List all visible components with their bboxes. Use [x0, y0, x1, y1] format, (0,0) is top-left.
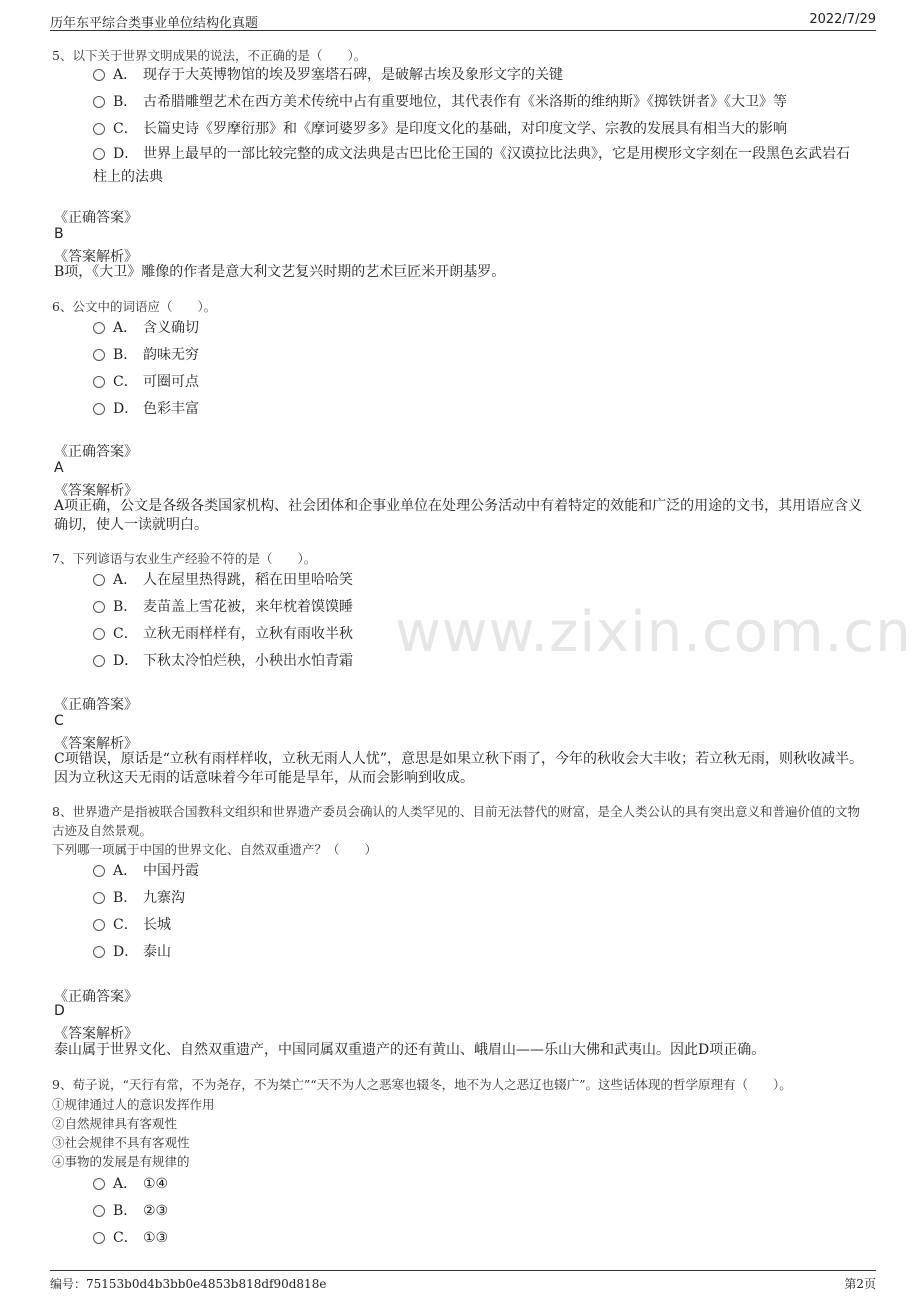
answer-heading: 《正确答案》: [54, 697, 138, 713]
option-a[interactable]: A． 人在屋里热得跳，稻在田里哈哈笑: [93, 567, 863, 594]
option-d[interactable]: D． 色彩丰富: [93, 396, 863, 423]
question-stem: 9、荀子说，“天行有常，不为尧存，不为桀亡”“天不为人之恶寒也辍冬，地不为人之恶辽也辍广”。这些话体现的哲学原理有（ ）。: [52, 1077, 792, 1092]
radio-icon[interactable]: [93, 322, 105, 334]
answer-value: A: [54, 460, 64, 476]
option-c[interactable]: C． 立秋无雨样样有，立秋有雨收半秋: [93, 621, 863, 648]
statement-item: ③社会规律不具有客观性: [52, 1135, 190, 1150]
option-c[interactable]: C． 长城: [93, 912, 863, 939]
explanation-heading: 《答案解析》: [54, 483, 138, 499]
radio-icon[interactable]: [93, 123, 105, 135]
radio-icon[interactable]: [93, 865, 105, 877]
question-prompt: 下列哪一项属于中国的世界文化、自然双重遗产？（ ）: [52, 842, 378, 857]
radio-icon[interactable]: [93, 946, 105, 958]
radio-icon[interactable]: [93, 96, 105, 108]
answer-value: D: [54, 1003, 65, 1019]
explanation-heading: 《答案解析》: [54, 249, 138, 265]
radio-icon[interactable]: [93, 148, 105, 160]
option-b[interactable]: B． 韵味无穷: [93, 342, 863, 369]
radio-icon[interactable]: [93, 1232, 105, 1244]
option-d[interactable]: D． 下秋太冷怕烂秧，小秧出水怕青霜: [93, 648, 863, 675]
radio-icon[interactable]: [93, 1205, 105, 1217]
document-date: 2022/7/29: [809, 12, 876, 27]
answer-value: B: [54, 226, 64, 242]
explanation-text: B项，《大卫》雕像的作者是意大利文艺复兴时期的艺术巨匠米开朗基罗。: [54, 264, 506, 280]
radio-icon[interactable]: [93, 574, 105, 586]
option-d[interactable]: D． 世界上最早的一部比较完整的成文法典是古巴比伦王国的《汉谟拉比法典》，它是用楔形文字刻在一段黑色玄武岩石柱上的法典: [93, 146, 850, 185]
answer-heading: 《正确答案》: [54, 444, 138, 460]
radio-icon[interactable]: [93, 1178, 105, 1190]
statement-item: ②自然规律具有客观性: [52, 1116, 178, 1131]
question-stem: 6、公文中的词语应（ ）。: [52, 299, 217, 314]
radio-icon[interactable]: [93, 69, 105, 81]
option-d[interactable]: D． 泰山: [93, 939, 863, 966]
document-code: 编号：75153b0d4b3bb0e4853b818df90d818e: [50, 1277, 327, 1291]
radio-icon[interactable]: [93, 628, 105, 640]
option-c[interactable]: C． ①③: [93, 1225, 863, 1252]
page-number: 第2页: [844, 1277, 876, 1291]
answer-value: C: [54, 713, 64, 729]
page-footer: [50, 1270, 876, 1295]
option-b[interactable]: B． 九寨沟: [93, 885, 863, 912]
option-b[interactable]: B． ②③: [93, 1198, 863, 1225]
question-stem: 8、世界遗产是指被联合国教科文组织和世界遗产委员会确认的人类罕见的、目前无法替代的财富，是全人类公认的具有突出意义和普遍价值的文物古迹及自然景观。: [52, 804, 860, 838]
explanation-text: 泰山属于世界文化、自然双重遗产，中国同属双重遗产的还有黄山、峨眉山——乐山大佛和武夷山。因此D项正确。: [54, 1042, 766, 1058]
option-a[interactable]: A． 中国丹霞: [93, 858, 863, 885]
option-b[interactable]: B． 古希腊雕塑艺术在西方美术传统中占有重要地位，其代表作有《米洛斯的维纳斯》《掷铁饼者》《大卫》等: [93, 89, 863, 116]
page-header: [50, 8, 876, 31]
option-c[interactable]: C． 可圈可点: [93, 369, 863, 396]
statement-item: ④事物的发展是有规律的: [52, 1154, 190, 1169]
document-title: 历年东平综合类事业单位结构化真题: [50, 16, 259, 31]
answer-heading: 《正确答案》: [54, 989, 138, 1005]
option-a[interactable]: A． 现存于大英博物馆的埃及罗塞塔石碑，是破解古埃及象形文字的关键: [93, 62, 863, 89]
radio-icon[interactable]: [93, 655, 105, 667]
explanation-heading: 《答案解析》: [54, 736, 138, 752]
radio-icon[interactable]: [93, 892, 105, 904]
option-a[interactable]: A． 含义确切: [93, 315, 863, 342]
question-stem: 5、以下关于世界文明成果的说法，不正确的是（ ）。: [52, 48, 367, 63]
question-stem: 7、下列谚语与农业生产经验不符的是（ ）。: [52, 551, 317, 566]
radio-icon[interactable]: [93, 403, 105, 415]
explanation-text: C项错误，原话是“立秋有雨样样收，立秋无雨人人忧”，意思是如果立秋下雨了，今年的秋收会大丰收；若立秋无雨，则秋收减半。因为立秋这天无雨的话意味着今年可能是旱年，从而会影响到收成。: [54, 751, 864, 786]
option-b[interactable]: B． 麦苗盖上雪花被，来年枕着馍馍睡: [93, 594, 863, 621]
explanation-heading: 《答案解析》: [54, 1026, 138, 1042]
option-a[interactable]: A． ①④: [93, 1171, 863, 1198]
radio-icon[interactable]: [93, 349, 105, 361]
answer-heading: 《正确答案》: [54, 210, 138, 226]
radio-icon[interactable]: [93, 919, 105, 931]
radio-icon[interactable]: [93, 376, 105, 388]
option-c[interactable]: C． 长篇史诗《罗摩衍那》和《摩诃婆罗多》是印度文化的基础，对印度文学、宗教的发展具有相当大的影响: [93, 116, 863, 143]
radio-icon[interactable]: [93, 601, 105, 613]
watermark: www.zixin.com.cn: [395, 600, 912, 665]
explanation-text: A项正确，公文是各级各类国家机构、社会团体和企事业单位在处理公务活动中有着特定的效能和广泛的用途的文书，其用语应含义确切，使人一读就明白。: [54, 498, 863, 533]
statement-item: ①规律通过人的意识发挥作用: [52, 1097, 215, 1112]
